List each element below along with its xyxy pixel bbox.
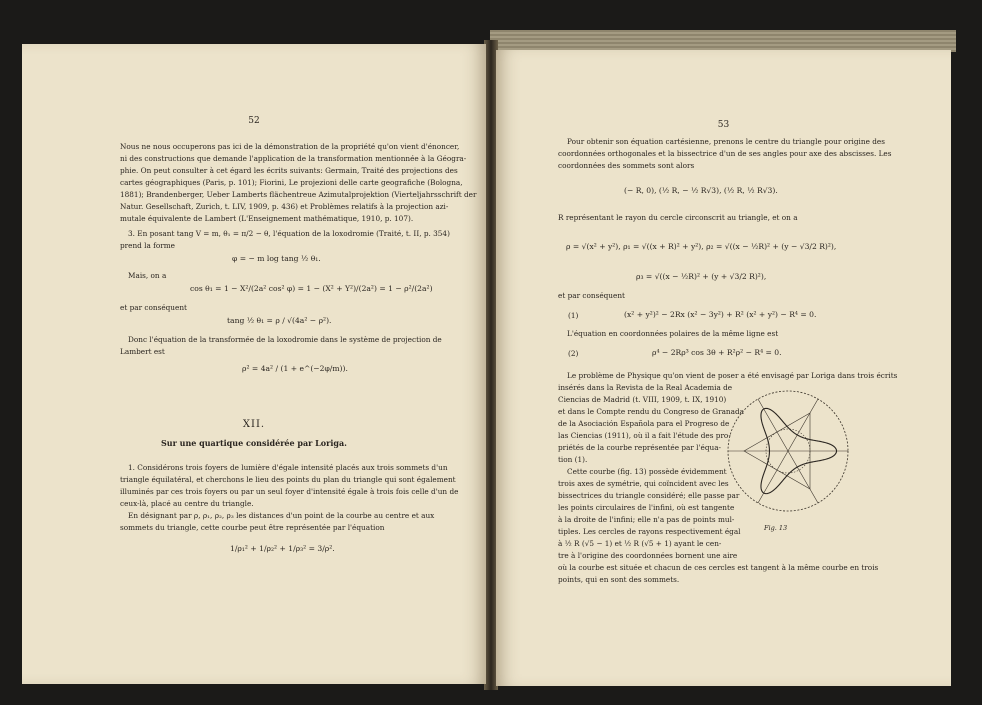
equation: ρ² = 4a² / (1 + e^(−2φ/m)). (242, 364, 348, 373)
figure-caption: Fig. 13 (764, 524, 788, 532)
text-line: points, qui en sont des sommets. (558, 575, 680, 584)
text-line: coordonnées des sommets sont alors (558, 161, 695, 170)
text-line: trois axes de symétrie, qui coïncident avec les (558, 479, 729, 488)
text-line: les points circulaires de l'infini, où est tangente (558, 503, 735, 512)
text-line: à la droite de l'infini; elle n'a pas de points mul- (558, 515, 735, 524)
equation: (− R, 0), (½ R, − ½ R√3), (½ R, ½ R√3). (624, 186, 778, 195)
text-line: Pour obtenir son équation cartésienne, prenons le centre du triangle pour origine des (567, 137, 885, 146)
text-line: tiples. Les cercles de rayons respectivement égal (558, 527, 741, 536)
text-line: prend la forme (120, 241, 175, 250)
text-line: priétés de la courbe représentée par l'équa- (558, 443, 722, 452)
text-line: 1881); Brandenberger, Ueber Lamberts flächentreue Azimutalprojektion (Vierteljahrsschrift der (120, 190, 477, 199)
text-line: sommets du triangle, cette courbe peut être représentée par l'équation (120, 523, 385, 532)
text-line: 1. Considérons trois foyers de lumière d'égale intensité placés aux trois sommets d'un (128, 463, 448, 472)
figure-quartic-curve (724, 387, 852, 515)
text-line: à ½ R (√5 − 1) et ½ R (√5 + 1) ayant le cen- (558, 539, 722, 548)
page-number: 52 (248, 116, 260, 126)
text-line: et par conséquent (558, 291, 625, 300)
equation-label: (1) (568, 311, 579, 320)
text-line: 3. En posant tang V = m, θ₁ = π/2 − θ, l'équation de la loxodromie (Traité, t. II, p. 354) (128, 229, 450, 238)
text-line: tre à l'origine des coordonnées bornent une aire (558, 551, 738, 560)
text-line: de la Asociación Española para el Progreso de (558, 419, 730, 428)
text-line: insérés dans la Revista de la Real Academia de (558, 383, 733, 392)
page-number: 53 (717, 120, 730, 130)
equation: ρ⁴ − 2Rρ³ cos 3θ + R²ρ² − R⁴ = 0. (652, 348, 782, 357)
equation: cos θ₁ = 1 − X²/(2a² cos² φ) = 1 − (X² + Y²)/(2a²) = 1 − ρ²/(2a²) (190, 284, 433, 293)
text-line: mutale équivalente de Lambert (L'Enseignement mathématique, 1910, p. 107). (120, 214, 414, 223)
text-line: R représentant le rayon du cercle circonscrit au triangle, et on a (558, 213, 798, 222)
text-line: et dans le Compte rendu du Congreso de Granada (558, 407, 745, 416)
text-line: Le problème de Physique qu'on vient de poser a été envisagé par Loriga dans trois écrits (567, 371, 898, 380)
text-line: cartes géographiques (Paris, p. 101); Fiorini, Le projezioni delle carte geografiche (Bologna, (120, 178, 463, 187)
equation: 1/ρ₁² + 1/ρ₂² + 1/ρ₃² = 3/ρ². (230, 544, 335, 553)
text-line: où la courbe est située et chacun de ces cercles est tangent à la même courbe en trois (558, 563, 879, 572)
text-line: tion (1). (558, 455, 588, 464)
text-line: bissectrices du triangle considéré; elle passe par (558, 491, 740, 500)
page-stack-edge (490, 30, 956, 52)
text-line: ceux-là, placé au centre du triangle. (120, 499, 254, 508)
right-page (496, 50, 951, 686)
text-line: Cette courbe (fig. 13) possède évidemment (567, 467, 727, 476)
equation: ρ = √(x² + y²), ρ₁ = √((x + R)² + y²), ρ₂ = √((x − ½R)² + (y − √3/2 R)²), (566, 242, 837, 251)
text-line: ni des constructions que demande l'application de la transformation mentionnée à la Géogra- (120, 154, 467, 163)
text-line: phie. On peut consulter à cet égard les écrits suivants: Germain, Traité des projections des (120, 166, 458, 175)
equation: (x² + y²)² − 2Rx (x² − 3y²) + R² (x² + y²) − R⁴ = 0. (624, 310, 817, 319)
text-line: Mais, on a (128, 271, 167, 280)
text-line: Nous ne nous occuperons pas ici de la démonstration de la propriété qu'on vient d'énoncer, (120, 142, 460, 151)
text-line: Lambert est (120, 347, 165, 356)
text-line: En désignant par ρ, ρ₁, ρ₂, ρ₃ les distances d'un point de la courbe au centre et aux (128, 511, 435, 520)
equation-label: (2) (568, 349, 579, 358)
equation: φ = − m log tang ½ θ₁. (232, 254, 321, 263)
text-line: illuminés par ces trois foyers ou par un seul foyer d'intensité égale à trois fois celle d'un de (120, 487, 459, 496)
text-line: Donc l'équation de la transformée de la loxodromie dans le système de projection de (128, 335, 442, 344)
equation: ρ₃ = √((x − ½R)² + (y + √3/2 R)²), (636, 272, 767, 281)
section-title: Sur une quartique considérée par Loriga. (161, 438, 347, 448)
text-line: las Ciencias (1911), où il a fait l'étude des pro- (558, 431, 731, 440)
left-page (22, 44, 486, 684)
section-number: XII. (242, 419, 266, 430)
text-line: coordonnées orthogonales et la bissectrice d'un de ses angles pour axe des abscisses. Les (558, 149, 892, 158)
text-line: Ciencias de Madrid (t. VIII, 1909, t. IX, 1910) (558, 395, 727, 404)
equation: tang ½ θ₁ = ρ / √(4a² − ρ²). (227, 316, 332, 325)
text-line: triangle équilatéral, et cherchons le lieu des points du plan du triangle qui sont également (120, 475, 456, 484)
text-line: et par conséquent (120, 303, 187, 312)
text-line: Natur. Gesellschaft, Zurich, t. LIV, 1909, p. 436) et Problèmes relatifs à la projection azi- (120, 202, 449, 211)
text-line: L'équation en coordonnées polaires de la même ligne est (567, 329, 779, 338)
